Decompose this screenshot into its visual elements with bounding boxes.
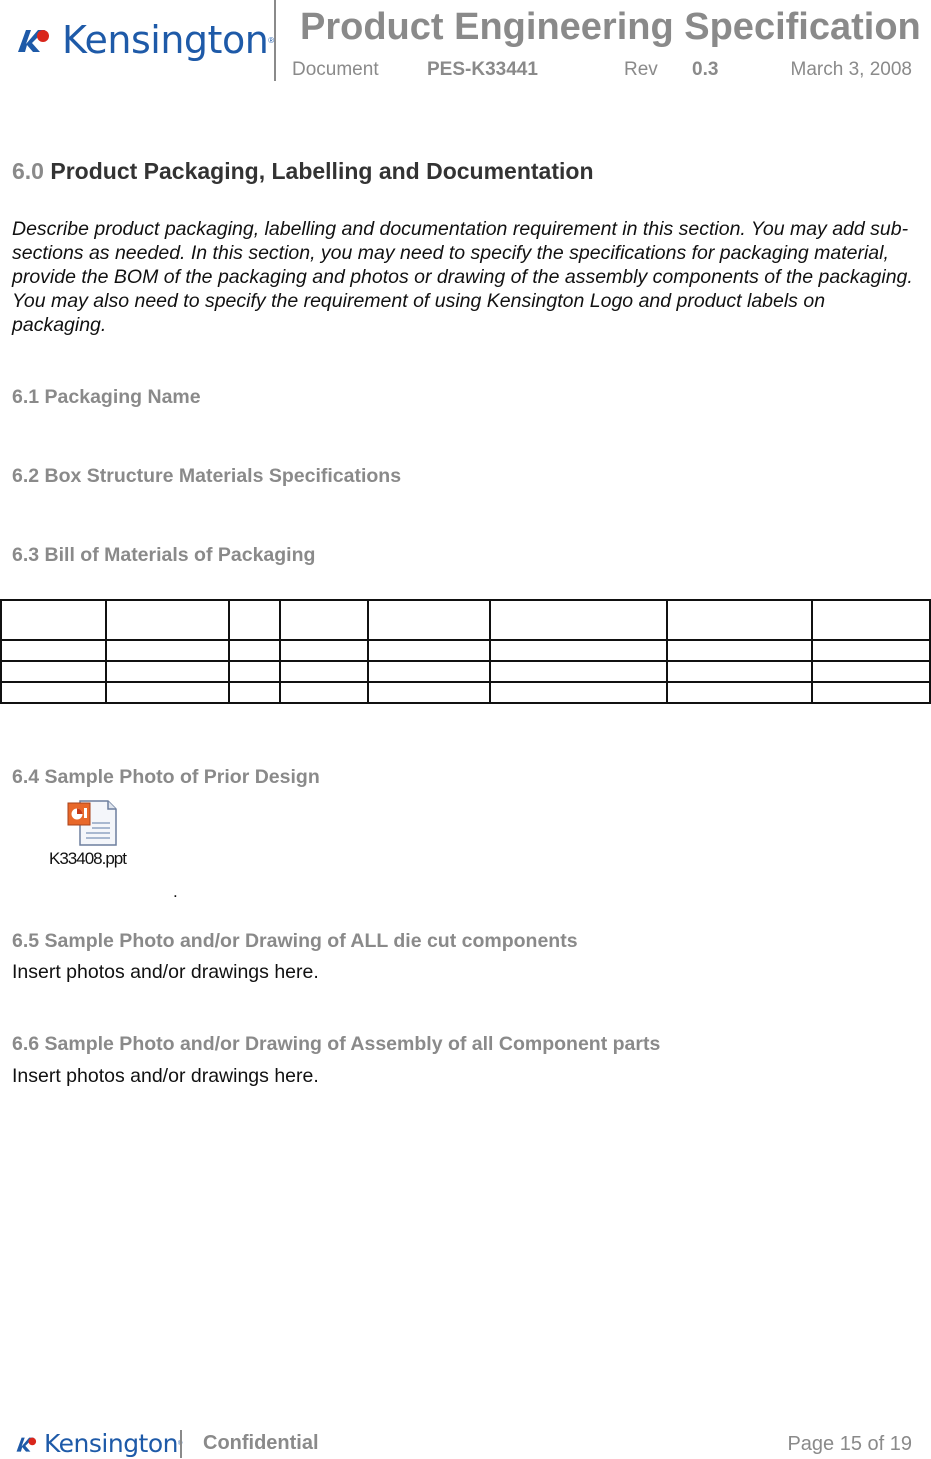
table-cell[interactable] — [229, 661, 281, 682]
table-cell[interactable] — [667, 640, 813, 661]
bom-table — [0, 599, 931, 704]
table-cell[interactable] — [368, 682, 490, 703]
table-cell[interactable] — [1, 600, 106, 640]
table-cell[interactable] — [229, 600, 281, 640]
table-cell[interactable] — [667, 661, 813, 682]
kensington-mark-icon — [14, 24, 52, 56]
table-cell[interactable] — [490, 661, 667, 682]
heading-packaging-name: 6.1 Packaging Name — [12, 386, 201, 408]
heading-box-structure: 6.2 Box Structure Materials Specifications — [12, 465, 402, 487]
table-cell[interactable] — [106, 600, 229, 640]
document-date: March 3, 2008 — [790, 59, 912, 80]
ppt-attachment[interactable] — [66, 799, 118, 847]
table-cell[interactable] — [1, 640, 106, 661]
section-heading — [12, 158, 594, 185]
table-cell[interactable] — [280, 661, 368, 682]
header-logo — [14, 18, 274, 62]
footer-confidential: Confidential — [203, 1432, 319, 1454]
section-number: 6.0 — [12, 158, 44, 184]
table-cell[interactable] — [812, 600, 930, 640]
table-cell[interactable] — [667, 682, 813, 703]
section-intro: Describe product packaging, labelling and documentation requirement in this section. You may add sub-sections as needed. In this section, you may need to specify the specifications for packaging material, provide the BOM of the packaging and photos or drawing of the assembly components of the packaging. You may also need to specify the requirement of using Kensington Logo and product labels on packaging. — [12, 218, 913, 336]
table-cell[interactable] — [1, 661, 106, 682]
footer-logo — [14, 1429, 182, 1458]
table-cell[interactable] — [812, 682, 930, 703]
powerpoint-file-icon — [66, 799, 118, 847]
table-cell[interactable] — [1, 682, 106, 703]
document-number: PES-K33441 — [427, 59, 538, 80]
table-cell[interactable] — [229, 640, 281, 661]
table-cell[interactable] — [229, 682, 281, 703]
attachment-trailing-period: . — [173, 882, 178, 901]
table-cell[interactable] — [280, 682, 368, 703]
section-title: Product Packaging, Labelling and Documentation — [50, 158, 594, 184]
table-cell[interactable] — [368, 661, 490, 682]
footer-divider — [180, 1430, 182, 1458]
die-cut-placeholder-text: Insert photos and/or drawings here. — [12, 961, 319, 983]
heading-sample-photo-prior: 6.4 Sample Photo of Prior Design — [12, 766, 320, 788]
footer-logo-text: Kensington — [44, 1429, 179, 1458]
heading-bill-of-materials: 6.3 Bill of Materials of Packaging — [12, 544, 316, 566]
footer-page-number: Page 15 of 19 — [787, 1433, 912, 1455]
table-cell[interactable] — [490, 640, 667, 661]
header-logo-text: Kensington — [62, 18, 269, 62]
kensington-mark-icon — [14, 1433, 38, 1455]
table-row — [1, 661, 930, 682]
table-cell[interactable] — [280, 600, 368, 640]
header-divider — [274, 0, 276, 81]
document-title: Product Engineering Specification — [300, 6, 921, 48]
table-cell[interactable] — [368, 640, 490, 661]
rev-label: Rev — [624, 59, 658, 80]
table-cell[interactable] — [106, 682, 229, 703]
table-cell[interactable] — [812, 661, 930, 682]
table-cell[interactable] — [812, 640, 930, 661]
table-header-row — [1, 600, 930, 640]
table-cell[interactable] — [667, 600, 813, 640]
document-label: Document — [292, 59, 379, 80]
assembly-placeholder-text: Insert photos and/or drawings here. — [12, 1065, 319, 1087]
table-cell[interactable] — [368, 600, 490, 640]
table-row — [1, 682, 930, 703]
attachment-filename[interactable]: K33408.ppt — [49, 849, 126, 868]
registered-mark: ® — [268, 35, 275, 45]
table-cell[interactable] — [490, 682, 667, 703]
rev-value: 0.3 — [692, 59, 719, 80]
table-row — [1, 640, 930, 661]
table-cell[interactable] — [106, 661, 229, 682]
table-cell[interactable] — [490, 600, 667, 640]
heading-assembly-components: 6.6 Sample Photo and/or Drawing of Assembly of all Component parts — [12, 1033, 661, 1055]
heading-die-cut-components: 6.5 Sample Photo and/or Drawing of ALL die cut components — [12, 930, 578, 952]
table-cell[interactable] — [280, 640, 368, 661]
table-cell[interactable] — [106, 640, 229, 661]
